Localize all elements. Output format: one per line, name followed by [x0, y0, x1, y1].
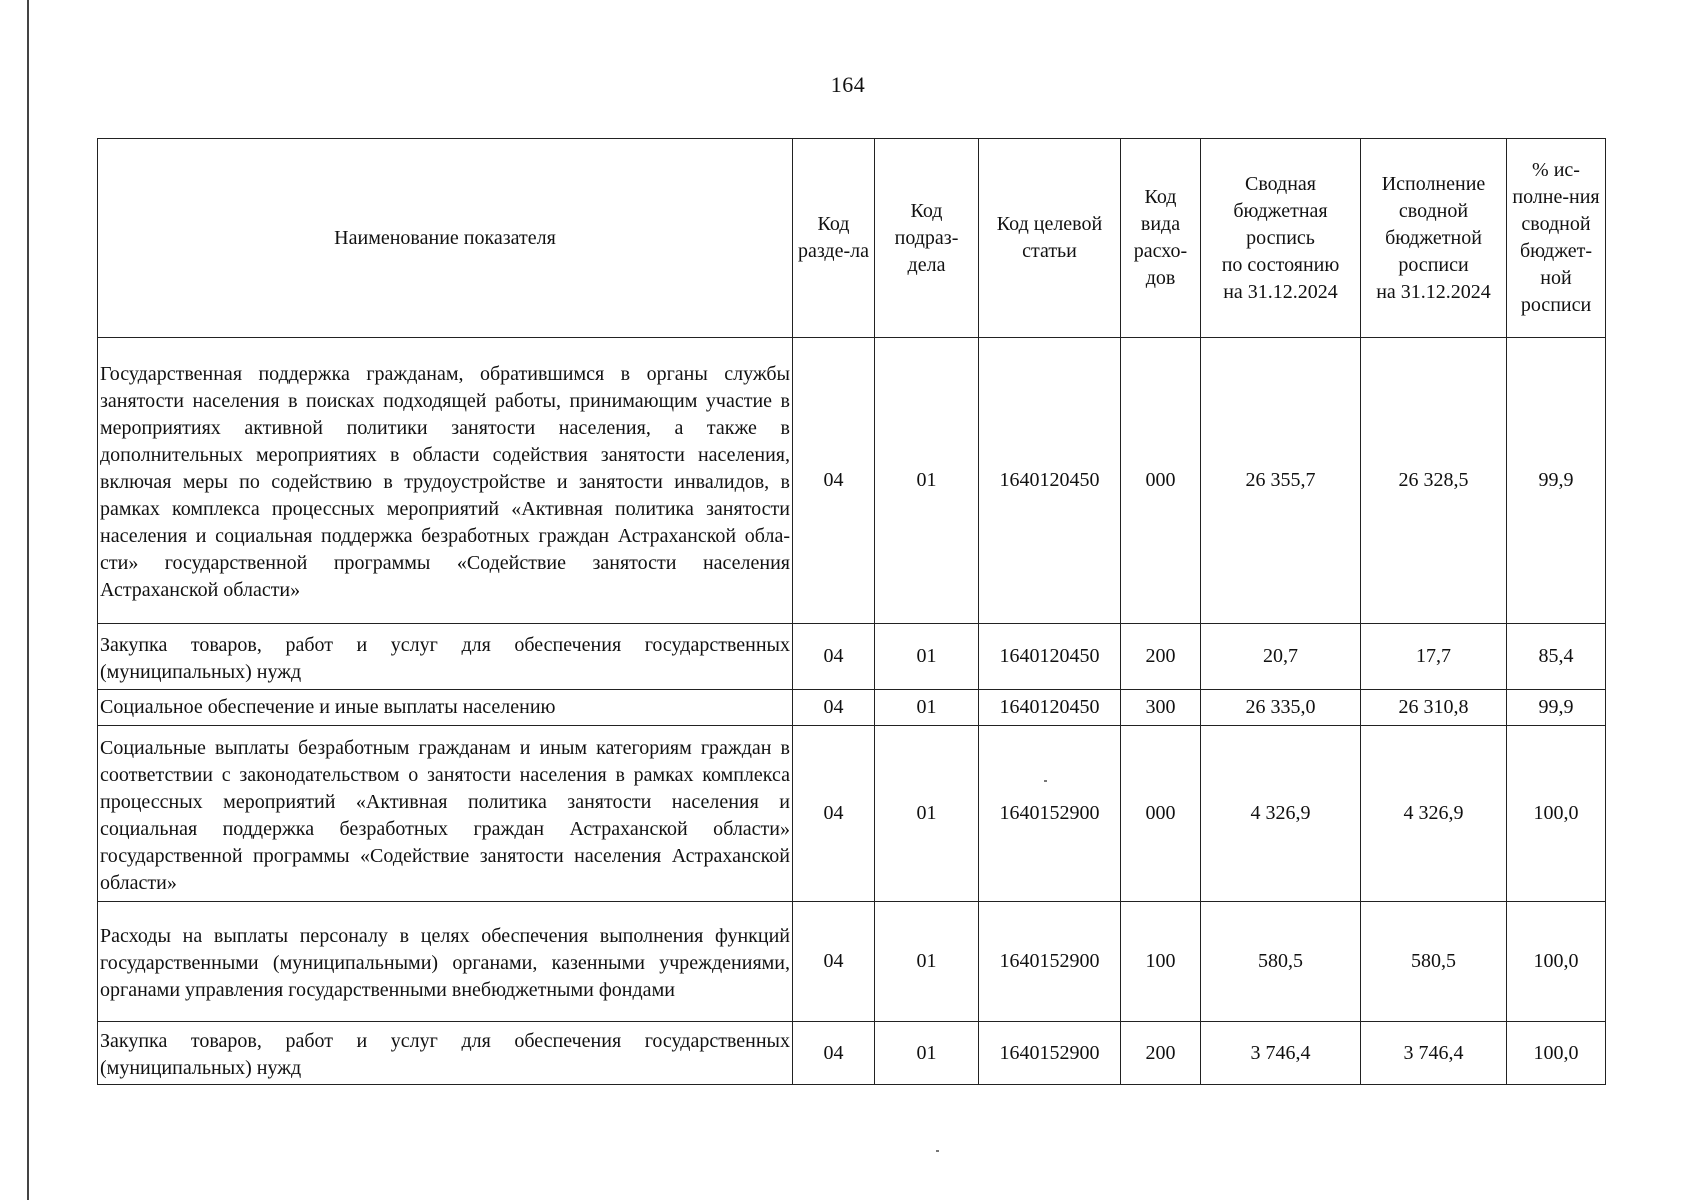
- row-percent: 100,0: [1507, 1022, 1606, 1085]
- row-subsection: 01: [875, 1022, 979, 1085]
- row-execution: 4 326,9: [1361, 726, 1507, 902]
- row-budget: 3 746,4: [1201, 1022, 1361, 1085]
- row-name: Социальное обеспечение и иные выплаты населению: [98, 690, 793, 726]
- row-percent: 100,0: [1507, 902, 1606, 1022]
- row-execution: 26 328,5: [1361, 338, 1507, 624]
- header-expense-type: Код вида расхо-дов: [1121, 139, 1201, 338]
- row-expense-type: 300: [1121, 690, 1201, 726]
- header-execution: [1361, 139, 1507, 338]
- row-execution: 26 310,8: [1361, 690, 1507, 726]
- row-target: 1640152900: [979, 1022, 1121, 1085]
- row-execution: 580,5: [1361, 902, 1507, 1022]
- page-number: 164: [830, 72, 866, 97]
- row-budget: 580,5: [1201, 902, 1361, 1022]
- row-name: Социальные выплаты безработным гражданам и иным категориям граждан в соответствии с законодательством о занятости населения в рамках комплекса процессных мероприятий «Активная политика занятости населения и социальная поддержка безработных граждан Астраханской области» государственной программы «Содействие занятости населения Астраханской области»: [98, 726, 793, 902]
- row-expense-type: 000: [1121, 726, 1201, 902]
- row-percent: 85,4: [1507, 624, 1606, 690]
- row-expense-type: 200: [1121, 624, 1201, 690]
- row-section: 04: [793, 726, 875, 902]
- row-subsection: 01: [875, 726, 979, 902]
- row-target: 1640152900: [979, 902, 1121, 1022]
- scan-left-edge-line: [27, 0, 29, 1200]
- row-expense-type: 100: [1121, 902, 1201, 1022]
- row-section: 04: [793, 902, 875, 1022]
- header-budget-line2: по состоянию: [1221, 253, 1340, 276]
- row-subsection: 01: [875, 624, 979, 690]
- table-row: [98, 338, 1606, 624]
- row-execution: 17,7: [1361, 624, 1507, 690]
- header-subsection: Код подраз-дела: [875, 139, 979, 338]
- header-budget-line1: Сводная бюджетная роспись: [1233, 172, 1328, 249]
- table-row: [98, 690, 1606, 726]
- row-name: Закупка товаров, работ и услуг для обеспечения государственных (муниципальных) нужд: [98, 624, 793, 690]
- scan-speck: [936, 1150, 939, 1152]
- row-target: 1640120450: [979, 624, 1121, 690]
- row-subsection: 01: [875, 690, 979, 726]
- header-budget-line3: на 31.12.2024: [1223, 280, 1338, 303]
- table-row: [98, 624, 1606, 690]
- budget-execution-table: [97, 138, 1606, 1085]
- row-budget: 4 326,9: [1201, 726, 1361, 902]
- table-header-row: [98, 139, 1606, 338]
- header-percent: % ис-полне-ния сводной бюджет-ной росписи: [1507, 139, 1606, 338]
- row-target: 1640120450: [979, 690, 1121, 726]
- row-target: 1640120450: [979, 338, 1121, 624]
- header-budget: [1201, 139, 1361, 338]
- row-percent: 99,9: [1507, 338, 1606, 624]
- row-name: Расходы на выплаты персоналу в целях обеспечения выполнения функций государственными (муниципальными) органами, казенными учреждениями, органами управления государственными внебюджетными фондами: [98, 902, 793, 1022]
- row-subsection: 01: [875, 902, 979, 1022]
- row-section: 04: [793, 1022, 875, 1085]
- row-budget: 26 355,7: [1201, 338, 1361, 624]
- row-section: 04: [793, 338, 875, 624]
- row-expense-type: 000: [1121, 338, 1201, 624]
- header-execution-line1: Исполнение сводной бюджетной росписи: [1381, 172, 1486, 276]
- row-expense-type: 200: [1121, 1022, 1201, 1085]
- row-budget: 26 335,0: [1201, 690, 1361, 726]
- row-target: 1640152900: [979, 726, 1121, 902]
- row-section: 04: [793, 624, 875, 690]
- header-section: Код разде-ла: [793, 139, 875, 338]
- table-row: [98, 902, 1606, 1022]
- table-row: [98, 726, 1606, 902]
- scan-speck: [1044, 780, 1047, 782]
- row-percent: 99,9: [1507, 690, 1606, 726]
- row-name: Закупка товаров, работ и услуг для обеспечения государственных (муниципальных) нужд: [98, 1022, 793, 1085]
- header-target: Код целевой статьи: [979, 139, 1121, 338]
- row-subsection: 01: [875, 338, 979, 624]
- row-execution: 3 746,4: [1361, 1022, 1507, 1085]
- header-name: Наименование показателя: [98, 139, 793, 338]
- row-name: Государственная поддержка гражданам, обратившимся в органы службы занятости населения в поисках подходящей работы, принимающим участие в мероприятиях активной политики занятости населения, а также в дополнительных мероприятиях в области содействия занятости населения, включая меры по содействию в трудоустройстве и занятости инвалидов, в рамках комплекса процессных мероприятий «Активная политика занятости населения и социальная поддержка безработных граждан Астраханской области» государственной программы «Содействие занятости населения Астраханской области»: [98, 338, 793, 624]
- table-row: [98, 1022, 1606, 1085]
- header-execution-line2: на 31.12.2024: [1376, 280, 1491, 303]
- row-section: 04: [793, 690, 875, 726]
- row-percent: 100,0: [1507, 726, 1606, 902]
- row-budget: 20,7: [1201, 624, 1361, 690]
